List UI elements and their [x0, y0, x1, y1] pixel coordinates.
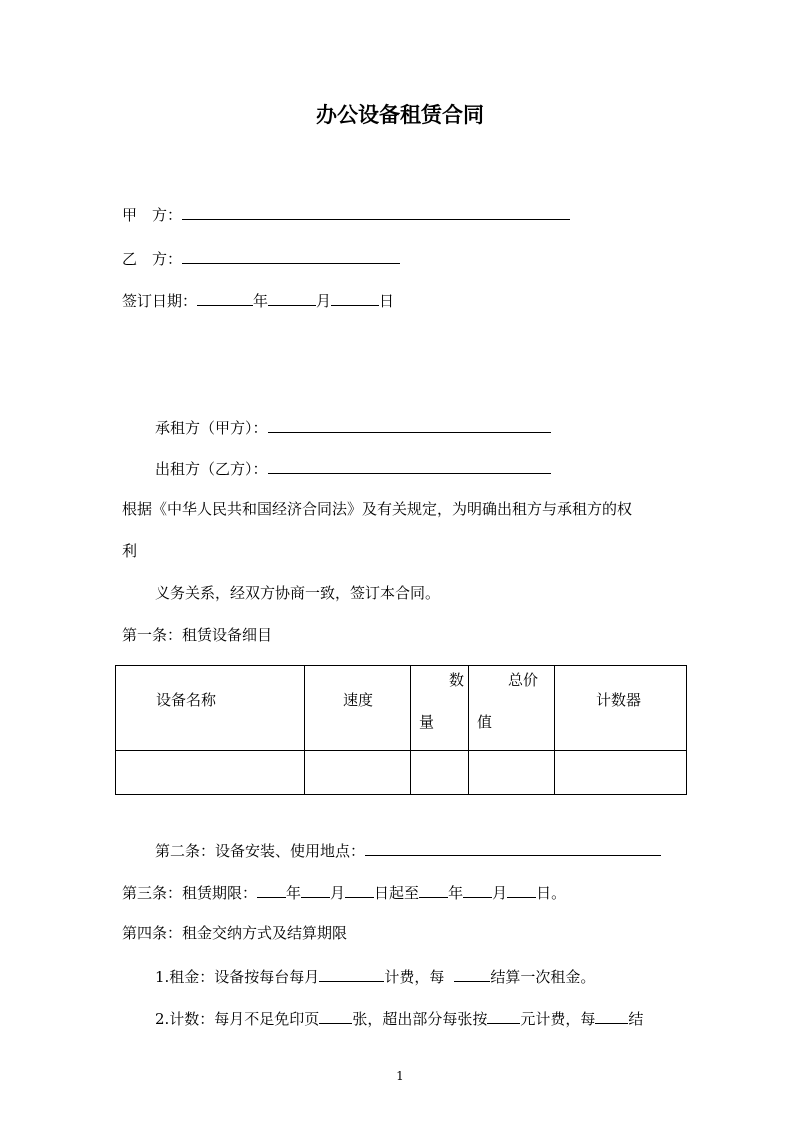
sign-month-label: 月	[316, 292, 332, 310]
article-4-item-2	[155, 1007, 643, 1029]
term-end-year-label: 年	[448, 884, 464, 902]
sign-year-blank	[197, 289, 253, 306]
party-b-blank	[182, 247, 400, 264]
table-cell	[116, 751, 305, 795]
free-pages-blank	[319, 1007, 352, 1024]
party-a-blank	[182, 203, 570, 220]
header-qty-bottom: 量	[419, 713, 435, 731]
lessor-label: 出租方（乙方）：	[155, 460, 268, 478]
header-cell-speed	[305, 666, 411, 751]
term-start-day-label: 日起至	[374, 884, 420, 902]
lessee-field	[155, 416, 551, 438]
term-start-year-label: 年	[286, 884, 302, 902]
header-speed-label: 速度	[343, 691, 374, 709]
party-a-label: 甲 方：	[122, 206, 183, 224]
per-page-price-blank	[487, 1007, 520, 1024]
page-number: 1	[396, 1069, 404, 1083]
header-value-bottom: 值	[477, 713, 493, 731]
document-title: 办公设备租赁合同	[316, 102, 484, 127]
article-2-field	[155, 839, 661, 861]
header-cell-value	[469, 666, 555, 751]
equipment-table	[115, 665, 687, 795]
term-end-day-label: 日。	[536, 884, 567, 902]
preamble-line-1: 根据《中华人民共和国经济合同法》及有关规定，为明确出租方与承租方的权	[122, 500, 633, 518]
count-excess-label: 张，超出部分每张按	[352, 1010, 488, 1028]
party-b-field	[122, 247, 400, 269]
rent-label: 1.租金：设备按每台每月	[155, 968, 320, 986]
party-b-label: 乙 方：	[122, 250, 183, 268]
table-header-row	[116, 666, 687, 751]
article-4-heading: 第四条：租金交纳方式及结算期限	[122, 924, 348, 942]
header-qty-top: 数	[449, 671, 465, 689]
term-start-month-blank	[301, 881, 330, 898]
term-end-year-blank	[419, 881, 448, 898]
table-cell	[305, 751, 411, 795]
sign-date-field	[122, 289, 394, 311]
article-2-label: 第二条：设备安装、使用地点：	[155, 842, 366, 860]
rent-settle-label: 结算一次租金。	[490, 968, 596, 986]
sign-day-blank	[331, 289, 379, 306]
preamble-line-3: 义务关系，经双方协商一致，签订本合同。	[155, 584, 441, 602]
table-cell	[555, 751, 687, 795]
term-end-month-blank	[463, 881, 492, 898]
rent-amount-blank	[319, 965, 384, 982]
sign-month-blank	[268, 289, 316, 306]
sign-day-label: 日	[379, 292, 395, 310]
header-cell-counter	[555, 666, 687, 751]
header-name-label: 设备名称	[156, 691, 217, 709]
rent-billing-label: 计费，每	[384, 968, 445, 986]
lessor-field	[155, 457, 551, 479]
header-cell-qty	[411, 666, 469, 751]
sign-year-label: 年	[253, 292, 269, 310]
term-end-month-label: 月	[492, 884, 508, 902]
party-a-field	[122, 203, 570, 225]
article-3-label: 第三条：租赁期限：	[122, 884, 258, 902]
header-cell-name	[116, 666, 305, 751]
preamble-line-2: 利	[122, 542, 138, 560]
rent-period-blank	[454, 965, 490, 982]
article-1-heading: 第一条：租赁设备细目	[122, 626, 273, 644]
count-price-label: 元计费，每	[520, 1010, 596, 1028]
table-cell	[411, 751, 469, 795]
header-value-top: 总价	[508, 671, 539, 689]
term-start-year-blank	[257, 881, 286, 898]
term-start-month-label: 月	[330, 884, 346, 902]
table-row	[116, 751, 687, 795]
sign-date-label: 签订日期：	[122, 292, 198, 310]
term-start-day-blank	[345, 881, 374, 898]
location-blank	[365, 839, 661, 856]
table-cell	[469, 751, 555, 795]
article-3-field	[122, 881, 566, 903]
article-4-item-1	[155, 965, 595, 987]
lessee-blank	[268, 416, 551, 433]
count-label: 2.计数：每月不足免印页	[155, 1010, 320, 1028]
term-end-day-blank	[507, 881, 536, 898]
count-settle-label: 结	[628, 1010, 644, 1028]
header-counter-label: 计数器	[596, 691, 642, 709]
count-period-blank	[595, 1007, 628, 1024]
lessor-blank	[268, 457, 551, 474]
lessee-label: 承租方（甲方）：	[155, 419, 268, 437]
